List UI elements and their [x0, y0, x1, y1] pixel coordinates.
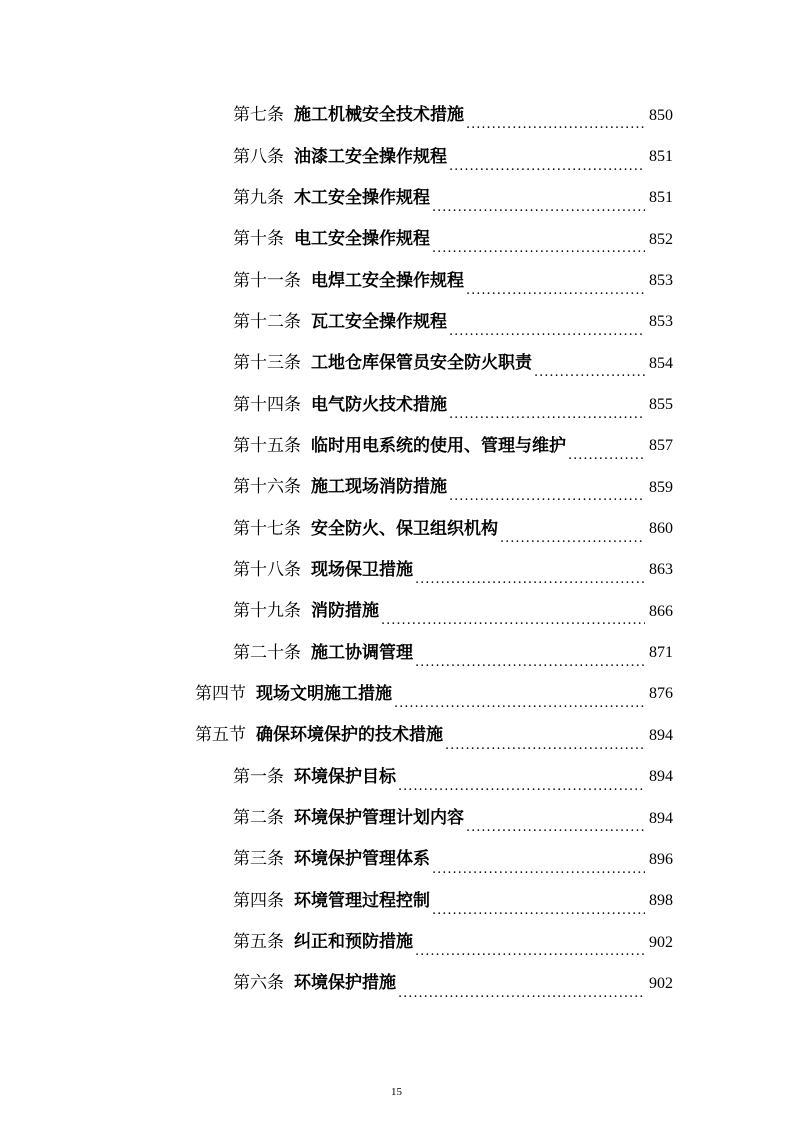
toc-entry-number: 第七条 — [233, 105, 284, 126]
toc-entry-page: 852 — [649, 230, 673, 248]
toc-entry-number: 第四条 — [233, 890, 284, 911]
toc-entry-title: 施工现场消防措施 — [311, 477, 447, 498]
toc-entry-page: 894 — [649, 768, 673, 786]
toc-entry-page: 853 — [649, 313, 673, 331]
toc-entry-number: 第五节 — [195, 725, 246, 746]
toc-entry-title: 临时用电系统的使用、管理与维护 — [311, 435, 566, 456]
toc-dot-leader — [445, 739, 645, 757]
toc-entry[interactable] — [0, 136, 673, 177]
toc-dot-leader — [415, 945, 645, 963]
toc-entry-title: 环境保护管理体系 — [294, 849, 430, 870]
toc-dot-leader — [415, 656, 645, 674]
toc-entry-number: 第十四条 — [233, 394, 301, 415]
toc-dot-leader — [398, 780, 645, 798]
toc-dot-leader — [398, 987, 645, 1005]
toc-dot-leader — [500, 532, 645, 550]
toc-entry-page: 857 — [649, 437, 673, 455]
toc-entry-title: 木工安全操作规程 — [294, 187, 430, 208]
toc-entry-number: 第二条 — [233, 808, 284, 829]
toc-entry-number: 第十九条 — [233, 601, 301, 622]
toc-entry-number: 第十五条 — [233, 435, 301, 456]
toc-entry-page: 850 — [649, 106, 673, 124]
toc-entry-number: 第十六条 — [233, 477, 301, 498]
toc-entry-page: 866 — [649, 602, 673, 620]
toc-entry[interactable] — [0, 467, 673, 508]
table-of-contents — [0, 95, 793, 1005]
toc-entry-title: 电气防火技术措施 — [311, 394, 447, 415]
toc-entry-number: 第十条 — [233, 229, 284, 250]
toc-entry-page: 851 — [649, 189, 673, 207]
toc-dot-leader — [432, 242, 645, 260]
toc-entry-title: 纠正和预防措施 — [294, 932, 413, 953]
toc-entry-title: 消防措施 — [311, 601, 379, 622]
toc-dot-leader — [449, 325, 645, 343]
toc-entry-page: 853 — [649, 272, 673, 290]
toc-entry[interactable] — [0, 632, 673, 673]
toc-entry-page: 851 — [649, 148, 673, 166]
toc-dot-leader — [432, 863, 645, 881]
toc-entry-number: 第十七条 — [233, 518, 301, 539]
toc-entry-title: 现场文明施工措施 — [256, 683, 392, 704]
toc-entry-number: 第十二条 — [233, 311, 301, 332]
toc-entry-number: 第九条 — [233, 187, 284, 208]
toc-dot-leader — [381, 614, 645, 632]
toc-dot-leader — [432, 201, 645, 219]
toc-dot-leader — [415, 573, 645, 591]
toc-entry[interactable] — [0, 591, 673, 632]
toc-entry-number: 第一条 — [233, 766, 284, 787]
toc-entry-page: 860 — [649, 520, 673, 538]
toc-entry-page: 855 — [649, 396, 673, 414]
toc-entry-page: 863 — [649, 561, 673, 579]
toc-entry[interactable] — [0, 798, 673, 839]
toc-entry[interactable] — [0, 343, 673, 384]
toc-entry[interactable] — [0, 881, 673, 922]
toc-dot-leader — [449, 408, 645, 426]
toc-entry[interactable] — [0, 384, 673, 425]
toc-entry[interactable] — [0, 922, 673, 963]
toc-entry-title: 环境保护管理计划内容 — [294, 808, 464, 829]
toc-section-entry[interactable] — [0, 674, 673, 715]
toc-entry-title: 环境保护目标 — [294, 766, 396, 787]
toc-entry-title: 环境保护措施 — [294, 973, 396, 994]
toc-entry-title: 施工协调管理 — [311, 642, 413, 663]
toc-entry-page: 894 — [649, 809, 673, 827]
toc-entry[interactable] — [0, 302, 673, 343]
toc-dot-leader — [534, 366, 645, 384]
toc-entry-title: 油漆工安全操作规程 — [294, 146, 447, 167]
toc-dot-leader — [394, 697, 645, 715]
toc-entry-page: 902 — [649, 974, 673, 992]
toc-entry-number: 第十八条 — [233, 559, 301, 580]
toc-entry-title: 环境管理过程控制 — [294, 890, 430, 911]
toc-entry-title: 工地仓库保管员安全防火职责 — [311, 353, 532, 374]
toc-entry[interactable] — [0, 95, 673, 136]
toc-entry-title: 电工安全操作规程 — [294, 229, 430, 250]
toc-entry[interactable] — [0, 757, 673, 798]
toc-entry-page: 894 — [649, 726, 673, 744]
toc-entry-number: 第四节 — [195, 683, 246, 704]
toc-entry-number: 第六条 — [233, 973, 284, 994]
toc-entry[interactable] — [0, 426, 673, 467]
toc-entry[interactable] — [0, 550, 673, 591]
toc-entry[interactable] — [0, 508, 673, 549]
toc-entry-number: 第三条 — [233, 849, 284, 870]
toc-entry-number: 第十一条 — [233, 270, 301, 291]
toc-entry-title: 安全防火、保卫组织机构 — [311, 518, 498, 539]
toc-entry-title: 现场保卫措施 — [311, 559, 413, 580]
toc-dot-leader — [466, 118, 645, 136]
toc-dot-leader — [466, 821, 645, 839]
toc-entry[interactable] — [0, 839, 673, 880]
toc-section-entry[interactable] — [0, 715, 673, 756]
page-number: 15 — [391, 1086, 402, 1098]
toc-entry-title: 确保环境保护的技术措施 — [256, 725, 443, 746]
toc-entry-title: 施工机械安全技术措施 — [294, 105, 464, 126]
toc-dot-leader — [449, 490, 645, 508]
toc-entry-page: 898 — [649, 892, 673, 910]
toc-dot-leader — [449, 160, 645, 178]
toc-entry[interactable] — [0, 219, 673, 260]
toc-entry-page: 876 — [649, 685, 673, 703]
toc-entry-page: 859 — [649, 478, 673, 496]
toc-dot-leader — [568, 449, 645, 467]
toc-entry-number: 第八条 — [233, 146, 284, 167]
toc-entry-title: 电焊工安全操作规程 — [311, 270, 464, 291]
toc-entry-title: 瓦工安全操作规程 — [311, 311, 447, 332]
toc-dot-leader — [466, 284, 645, 302]
toc-entry[interactable] — [0, 178, 673, 219]
toc-entry-number: 第十三条 — [233, 353, 301, 374]
toc-entry-page: 896 — [649, 850, 673, 868]
toc-entry-number: 第五条 — [233, 932, 284, 953]
toc-entry-page: 902 — [649, 933, 673, 951]
toc-entry-page: 871 — [649, 644, 673, 662]
toc-entry-page: 854 — [649, 354, 673, 372]
toc-dot-leader — [432, 904, 645, 922]
toc-entry[interactable] — [0, 260, 673, 301]
toc-entry-number: 第二十条 — [233, 642, 301, 663]
toc-entry[interactable] — [0, 963, 673, 1004]
